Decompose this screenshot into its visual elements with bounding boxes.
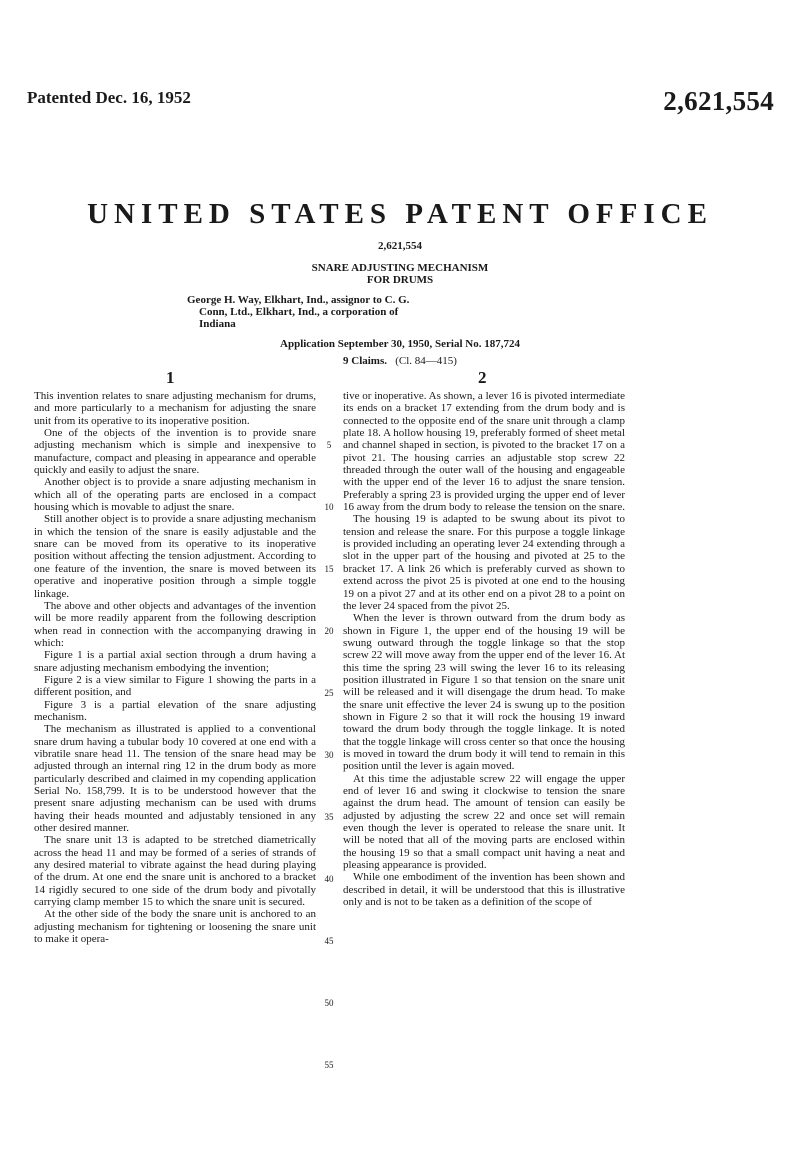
patent-title — [0, 262, 800, 286]
line-number: 45 — [324, 936, 334, 946]
claims-line — [0, 355, 800, 367]
application-line: Application September 30, 1950, Serial No. 187,724 — [280, 338, 520, 350]
column-number-2: 2 — [478, 368, 487, 387]
line-number: 50 — [324, 998, 334, 1008]
column-number-1: 1 — [166, 368, 175, 387]
inventor-line-2: Conn, Ltd., Elkhart, Ind., a corporation of — [199, 306, 399, 318]
inventor-line-1: George H. Way, Elkhart, Ind., assignor to C. G. — [187, 294, 410, 306]
paragraph: While one embodiment of the invention has been shown and described in detail, it will be understood that this is illustrative only and is not to be taken as a definition of the scope of — [343, 871, 625, 909]
paragraph: Figure 3 is a partial elevation of the snare adjusting mechanism. — [34, 698, 316, 723]
paragraph: The above and other objects and advantages of the invention will be more readily apparent from the following description when read in connection with the accompanying drawing in which: — [34, 599, 316, 649]
paragraph: This invention relates to snare adjusting mechanism for drums, and more particularly to a mechanism for adjusting the snare unit from its operative to its inoperative position. — [34, 390, 316, 427]
line-number: 30 — [324, 750, 334, 760]
paragraph: The snare unit 13 is adapted to be stretched diametrically across the head 11 and may be formed of a series of strands of any desired material to vibrate against the head during playing of the drum. At one end the snare unit is anchored to a bracket 14 rigidly secured to one side of the drum body and pivotally carrying clamp member 15 to which the snare unit is secured. — [34, 834, 316, 909]
line-number: 55 — [324, 1060, 334, 1070]
paragraph: Figure 2 is a view similar to Figure 1 showing the parts in a different position, and — [34, 673, 316, 699]
office-heading: UNITED STATES PATENT OFFICE — [87, 198, 713, 230]
line-number: 20 — [324, 626, 334, 636]
column-2 — [343, 390, 625, 908]
inventor-line-3: Indiana — [199, 318, 236, 330]
line-number: 5 — [326, 440, 332, 450]
paragraph: tive or inoperative. As shown, a lever 16 is pivoted intermediate its ends on a bracket 17 extending from the drum body and is connected to the opposite end of the snare unit through a clamp plate 18. A hollow housing 19, preferably formed of sheet metal and channel shaped in section, is pivoted to the bracket 17 on a pivot 21. The housing carries an adjustable stop screw 22 threaded through the outer wall of the housing and engageable with the upper end of the lever 16 to adjust the snare tension. Preferably a spring 23 is provided urging the upper end of lever 16 away from the drum body to release the tension on the snare. — [343, 390, 625, 514]
title-line-1: SNARE ADJUSTING MECHANISM — [311, 262, 489, 274]
paragraph: At this time the adjustable screw 22 will engage the upper end of lever 16 and swing it clockwise to tension the snare against the drum head. The amount of tension can easily be adjusted by adjusting the screw 22 and once set will remain even though the lever is operated to release the snare unit. It will be noted that all of the moving parts are enclosed within the housing 19 so that a small compact unit having a neat and pleasing appearance is provided. — [343, 772, 625, 872]
paragraph: Figure 1 is a partial axial section through a drum having a snare adjusting mechanism embodying the invention; — [34, 649, 316, 674]
paragraph: Another object is to provide a snare adjusting mechanism in which all of the operating parts are enclosed in a compact housing which is movable to adjust the snare. — [34, 476, 316, 514]
patented-date: Patented Dec. 16, 1952 — [27, 88, 191, 107]
paragraph: The housing 19 is adapted to be swung about its pivot to tension and release the snare. For this purpose a toggle linkage is provided including an operating lever 24 extending through a slot in the upper part of the housing and pivoted at 25 to the bracket 17. A link 26 which is preferably curved as shown to extend across the pivot 25 is pivoted at one end to the housing 19 on a pivot 27 and at its other end on a pivot 28 to a point on the lever 24 spaced from the pivot 25. — [343, 513, 625, 612]
claims-count: 9 Claims. — [343, 355, 387, 367]
line-number: 35 — [324, 812, 334, 822]
classification: (Cl. 84—415) — [395, 355, 457, 367]
line-number: 15 — [324, 564, 334, 574]
patent-number-secondary: 2,621,554 — [378, 240, 422, 252]
column-1 — [34, 390, 316, 945]
line-number: 40 — [324, 874, 334, 884]
paragraph: One of the objects of the invention is to provide snare adjusting mechanism which is simple and inexpensive to manufacture, compact and pleasing in appearance and operable quickly and easily to adjust the snare. — [34, 427, 316, 477]
line-number: 10 — [324, 502, 334, 512]
paragraph: Still another object is to provide a snare adjusting mechanism in which the tension of the snare is easily adjustable and the snare can be moved from its operative to its inoperative position without affecting the tension adjustment. According to one feature of the invention, the snare is moved between its operative and inoperative position through a simple toggle linkage. — [34, 513, 316, 600]
paragraph: When the lever is thrown outward from the drum body as shown in Figure 1, the upper end of the housing 19 will be swung outward through the toggle linkage so that the stop screw 22 will move away from the upper end of the lever 16. At this time the spring 23 will swing the lever 16 to its releasing position illustrated in Figure 1 so that tension on the snare unit will be released and it will disengage the drum head. To make the snare unit effective the lever 24 is swung up to the position shown in Figure 2 so that it will rock the housing 19 inward toward the drum body through the toggle linkage. It is noted that the toggle linkage will cross center so that once the housing is moved in toward the drum body it will tend to remain in this position until the lever is again moved. — [343, 612, 625, 773]
paragraph: The mechanism as illustrated is applied to a conventional snare drum having a tubular body 10 covered at one end with a vibratile snare head 11. The tension of the snare head may be adjusted through an internal ring 12 in the drum body as more particularly described and claimed in my copending application Serial No. 158,799. It is to be understood however that the present snare adjusting mechanism can be used with drums having their heads mounted and adjustably tensioned in any other desired manner. — [34, 723, 316, 835]
patent-number: 2,621,554 — [663, 86, 774, 116]
paragraph: At the other side of the body the snare unit is anchored to an adjusting mechanism for tightening or loosening the snare unit to make it opera- — [34, 908, 316, 946]
inventor-block — [187, 294, 477, 330]
line-number: 25 — [324, 688, 334, 698]
title-line-2: FOR DRUMS — [366, 274, 434, 286]
